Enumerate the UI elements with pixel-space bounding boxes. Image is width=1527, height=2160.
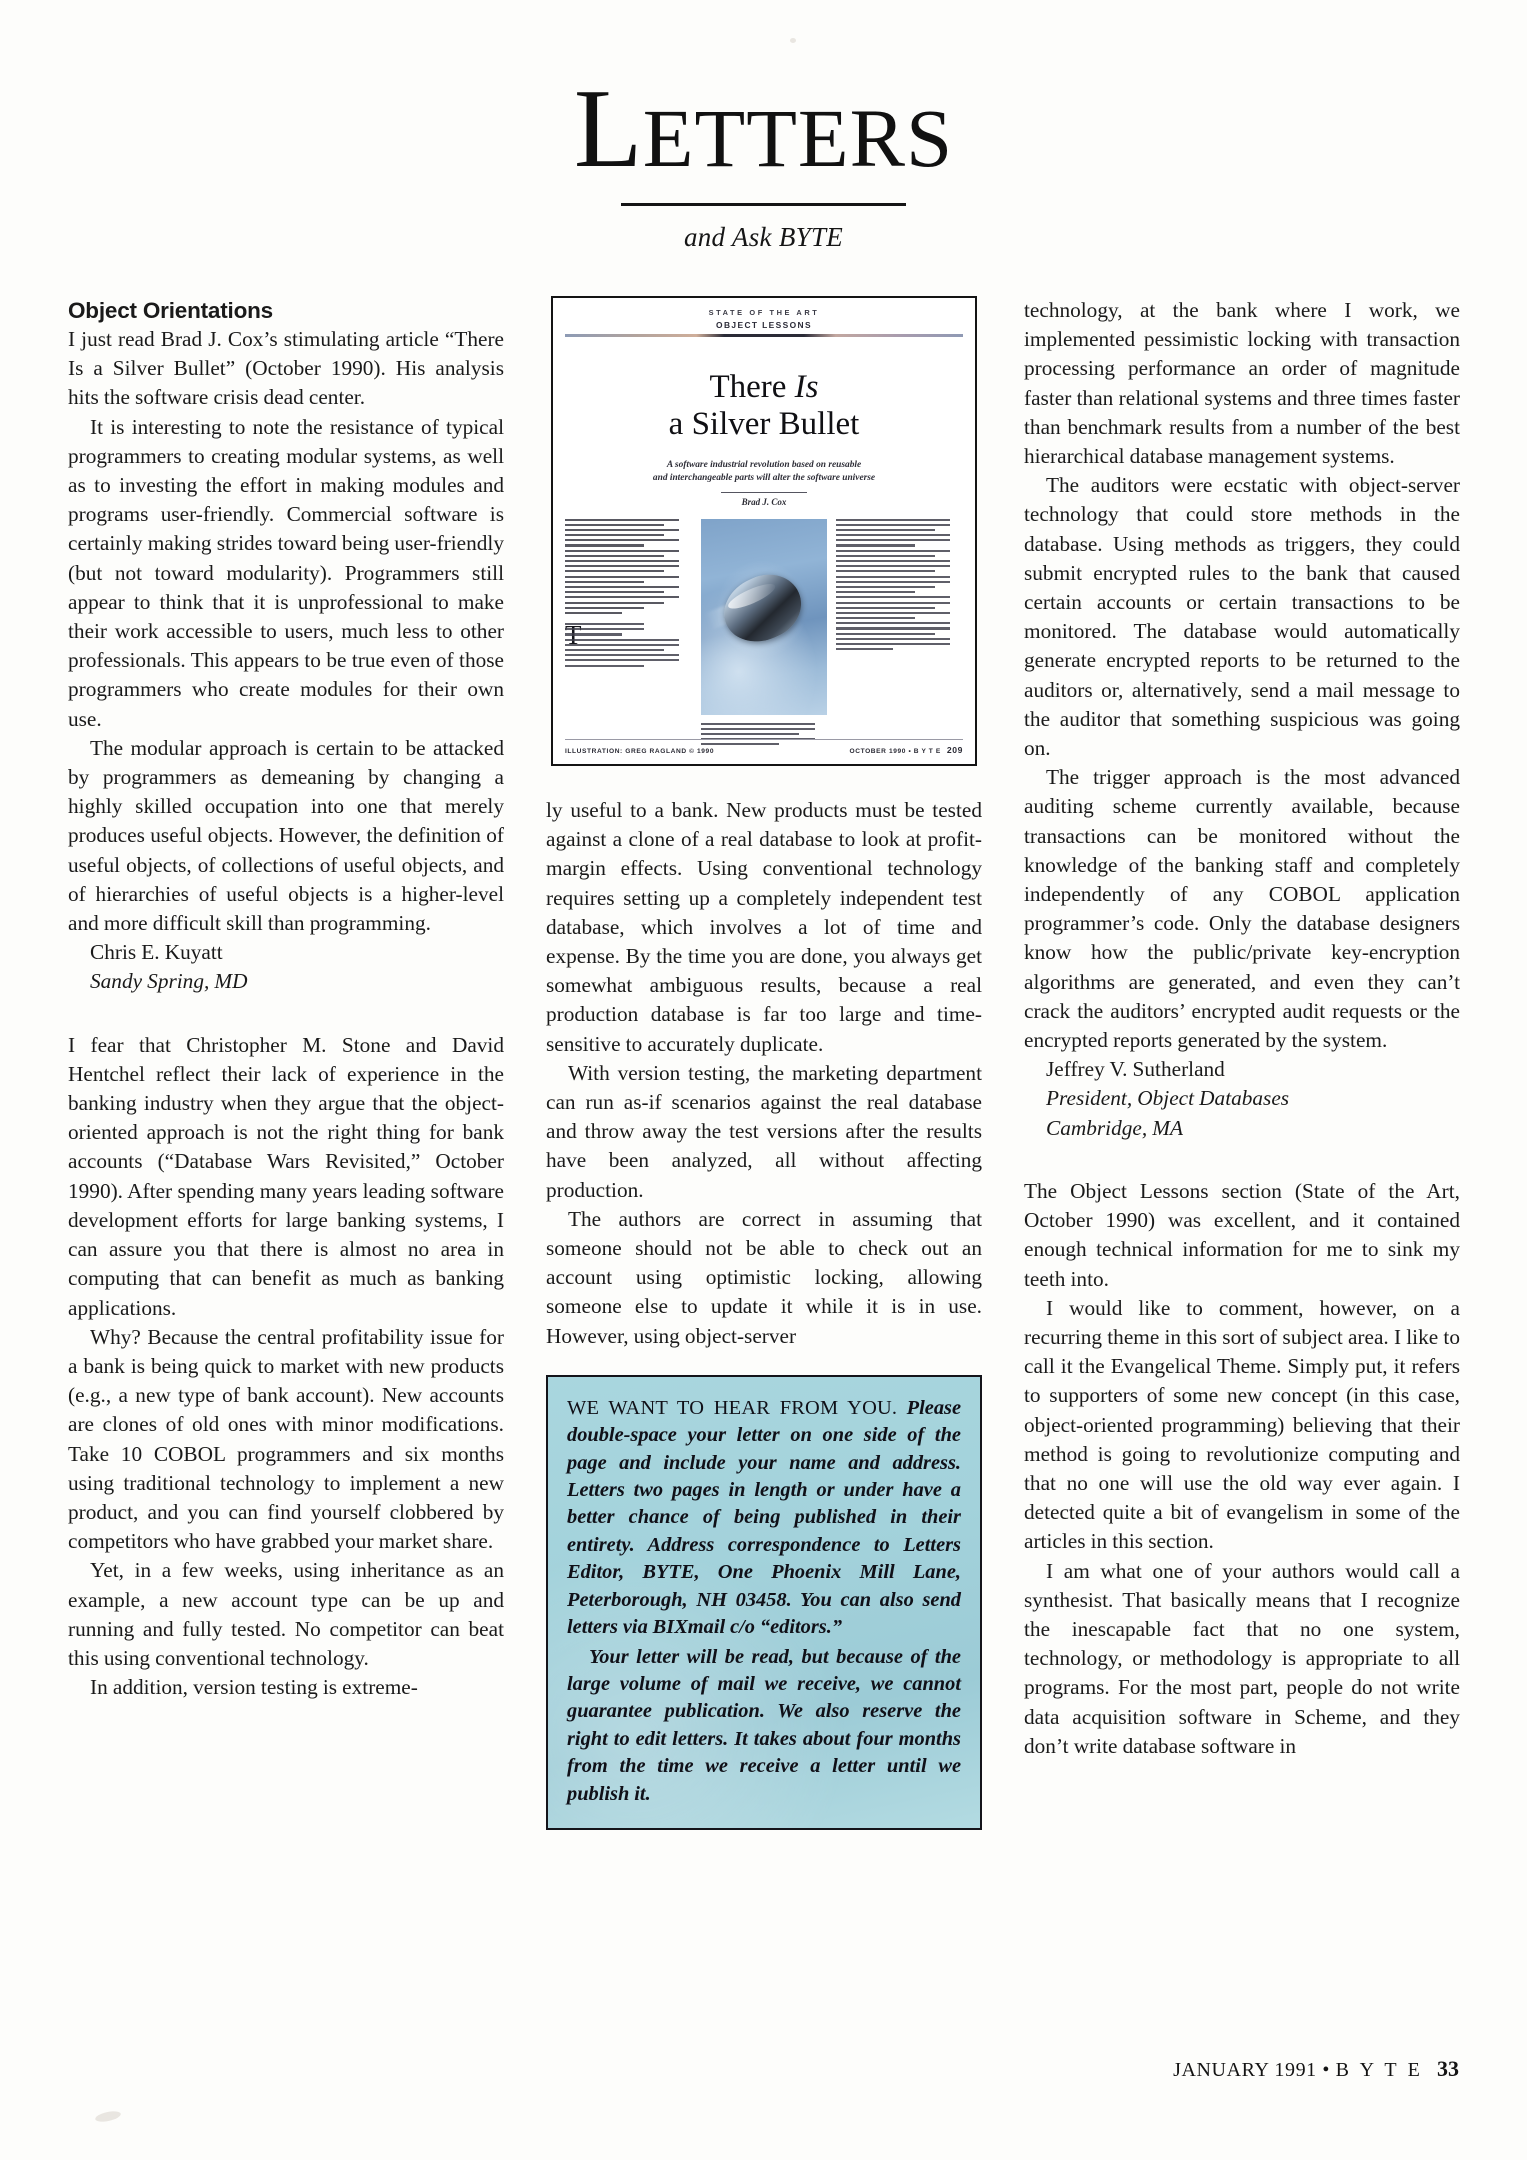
bullet-shape	[714, 564, 811, 653]
signature-location: Sandy Spring, MD	[90, 969, 248, 994]
column-layout	[68, 296, 1460, 2026]
paragraph: Why? Because the central profitability issue for a bank is being quick to market with new products (e.g., a new type of bank account). New accounts are clones of old ones with minor modifications. Take 10 COBOL programmers and six months using traditional technology to implement a new product, and you can find yourself clobbered by competitors who have grabbed your market share.	[68, 1324, 504, 1554]
reprint-title-emphasis: Is	[794, 368, 819, 405]
scan-artifact	[790, 38, 796, 43]
page-title	[573, 67, 954, 191]
letter-signature	[1024, 1055, 1460, 1143]
paragraph: The auditors were ecstatic with object-server technology that could store methods in the database. Using methods as triggers, they could submit encrypted rules to the bank that caused certain accounts or certain transactions to be monitored. The database would automatically generate encrypted reports to be returned to the auditors or, alternatively, send a mail message to the auditor that something suspicious was going on.	[1024, 473, 1460, 761]
reprint-issue-line	[849, 745, 963, 755]
signature-name: Jeffrey V. Sutherland	[1046, 1057, 1225, 1082]
masthead	[0, 67, 1527, 253]
letter-heading-object-orientations: Object Orientations	[68, 298, 273, 323]
callout-lead-in: WE WANT TO HEAR FROM YOU.	[567, 1396, 898, 1419]
paragraph: ly useful to a bank. New products must be tested against a clone of a real database to look at profit-margin effects. Using conventional technology requires setting up a completely independent test database, which involves a lot of time and expense. By the time you are done, you always get somewhat ambiguous results, because a real production database is far too large and time-sensitive to accurately duplicate.	[546, 798, 982, 1056]
scan-artifact	[94, 2109, 121, 2123]
reprint-title	[565, 369, 963, 443]
paragraph: The Object Lessons section (State of the Art, October 1990) was excellent, and it contained enough technical information for me to sink my teeth into.	[1024, 1178, 1460, 1291]
callout-body-1: Please double-space your letter on one side of the page and include your name and address. Letters two pages in length or under have a better chance of being published in their entirety. Address correspondence to Letters Editor, BYTE, One Phoenix Mill Lane, Peterborough, NH 03458. You can also send letters via BIXmail c/o “editors.”	[567, 1396, 962, 1639]
letter-signature	[68, 938, 504, 996]
paragraph: The trigger approach is the most advanced auditing scheme currently available, because transactions can be monitored without the knowledge of the banking staff and completely independently of any COBOL application programmer’s code. Only the database designers know how the public/private key-encryption algorithms are generated, and even they can’t crack the auditors’ encrypted audit requests or the encrypted reports generated by the system.	[1024, 765, 1460, 1053]
callout-paragraph-2: Your letter will be read, but because of the large volume of mail we receive, we cannot guarantee publication. We also reserve the right to edit letters. It takes about four months from the time we receive a letter until we publish it.	[567, 1645, 961, 1805]
reprint-footer-rule	[565, 739, 963, 740]
paragraph: In addition, version testing is extreme-	[90, 1675, 418, 1700]
reprint-deck-line-1: A software industrial revolution based on reusable	[666, 459, 862, 470]
paragraph: The modular approach is certain to be attacked by programmers as demeaning by changing a highly skilled occupation into one that merely produces useful objects. However, the definition of useful objects, of collections of useful objects, and of hierarchies of useful objects is a higher-level and more difficult skill than programming.	[68, 735, 504, 936]
reprint-title-part-2: a Silver Bullet	[668, 405, 860, 442]
column-1	[68, 296, 504, 2026]
paragraph: It is interesting to note the resistance of typical programmers to creating modular systems, as well as to investing the effort in making modules and programs user-friendly. Commercial software is certainly making strides toward being user-friendly (but not toward modularity). Programmers still appear to think that it is unprofessional to make their work accessible to users, much less to other professionals. This appears to be true even of those programmers who create modules for their own use.	[68, 414, 504, 731]
reprint-byline-rule	[721, 492, 807, 493]
column-2	[546, 296, 982, 2026]
reprint-page-number: 209	[946, 745, 963, 755]
reprint-kicker: STATE OF THE ART	[708, 308, 820, 317]
reprint-section-name: OBJECT LESSONS	[716, 320, 812, 330]
signature-name: Chris E. Kuyatt	[90, 940, 223, 965]
paragraph: technology, at the bank where I work, we implemented pessimistic locking with transaction processing performance an order of magnitude faster than relational systems and three times faster than benchmark results from a number of the best hierarchical database management systems.	[1024, 298, 1460, 469]
column-3	[1024, 296, 1460, 2026]
paragraph: I just read Brad J. Cox’s stimulating article “There Is a Silver Bullet” (October 1990). His analysis hits the software crisis dead center.	[68, 327, 504, 410]
reprint-illustration-column	[701, 519, 828, 719]
reprint-text-lines	[565, 623, 692, 667]
reprint-body-columns	[565, 519, 963, 719]
paragraph: With version testing, the marketing department can run as-if scenarios against the real database and throw away the test versions after the results have been analyzed, all without affecting production.	[546, 1060, 982, 1202]
reprint-text-lines	[836, 519, 963, 651]
reprint-text-lines	[565, 519, 692, 614]
paragraph: The authors are correct in assuming that someone should not be able to check out an account using optimistic locking, allowing someone else to update it while it is in use. However, using object-server	[546, 1206, 982, 1348]
reprint-rule	[565, 334, 963, 337]
reprint-column-left	[565, 519, 692, 719]
silver-bullet-illustration	[701, 519, 828, 715]
reprint-deck	[565, 459, 963, 485]
reprint-deck-line-2: and interchangeable parts will alter the software universe	[652, 472, 876, 483]
reprint-footer	[565, 745, 963, 755]
page-footer	[0, 2056, 1459, 2082]
signature-location: Cambridge, MA	[1046, 1115, 1184, 1140]
paragraph: Yet, in a few weeks, using inheritance as an example, a new account type can be up and running and fully tested. No competitor can beat this using conventional technology.	[68, 1558, 504, 1670]
paragraph: I fear that Christopher M. Stone and David Hentchel reflect their lack of experience in the banking industry when they argue that the object-oriented approach is not the right thing for bank accounts (“Database Wars Revisited,” October 1990). After spending many years leading software development efforts for large banking systems, I can assure you that there is almost no area in computing that can benefit as much as banking applications.	[68, 1032, 504, 1320]
reprint-title-part-1: There	[709, 368, 795, 405]
illustration-credit: ILLUSTRATION: GREG RAGLAND © 1990	[565, 748, 715, 755]
reprint-issue-text: OCTOBER 1990 • B Y T E	[849, 748, 941, 755]
paragraph-spacer	[68, 997, 504, 1031]
page-title-initial: L	[573, 67, 643, 191]
paragraph-spacer	[1024, 1143, 1460, 1177]
we-want-to-hear-from-you-box	[546, 1375, 982, 1830]
masthead-divider	[621, 203, 906, 206]
article-reprint-figure	[551, 296, 977, 766]
footer-magazine-name: B Y T E	[1335, 2059, 1423, 2081]
reprint-text-lines	[701, 723, 828, 746]
footer-issue-date: JANUARY 1991 •	[1173, 2059, 1336, 2081]
paragraph: I would like to comment, however, on a recurring theme in this sort of subject area. I like to call it the Evangelical Theme. Simply put, it refers to supporters of some new concept (in this case, object-oriented programming) believing that their method is going to revolutionize computing and that no one will use the old way ever again. I detected quite a bit of evangelism in some of the articles in this section.	[1024, 1295, 1460, 1554]
masthead-subtitle: and Ask BYTE	[683, 222, 844, 253]
callout-paragraph-1	[567, 1395, 961, 1642]
reprint-byline: Brad J. Cox	[741, 496, 787, 507]
page-title-rest: ETTERS	[642, 92, 954, 184]
reprint-column-right	[836, 519, 963, 719]
footer-page-number: 33	[1437, 2056, 1459, 2081]
signature-title: President, Object Databases	[1046, 1086, 1290, 1111]
paragraph: I am what one of your authors would call a synthesist. That basically means that I recognize the inescapable fact that no one system, technology, or methodology is appropriate to all programs. For the most part, people do not write data acquisition software in Scheme, and they don’t write database software in	[1024, 1558, 1460, 1758]
